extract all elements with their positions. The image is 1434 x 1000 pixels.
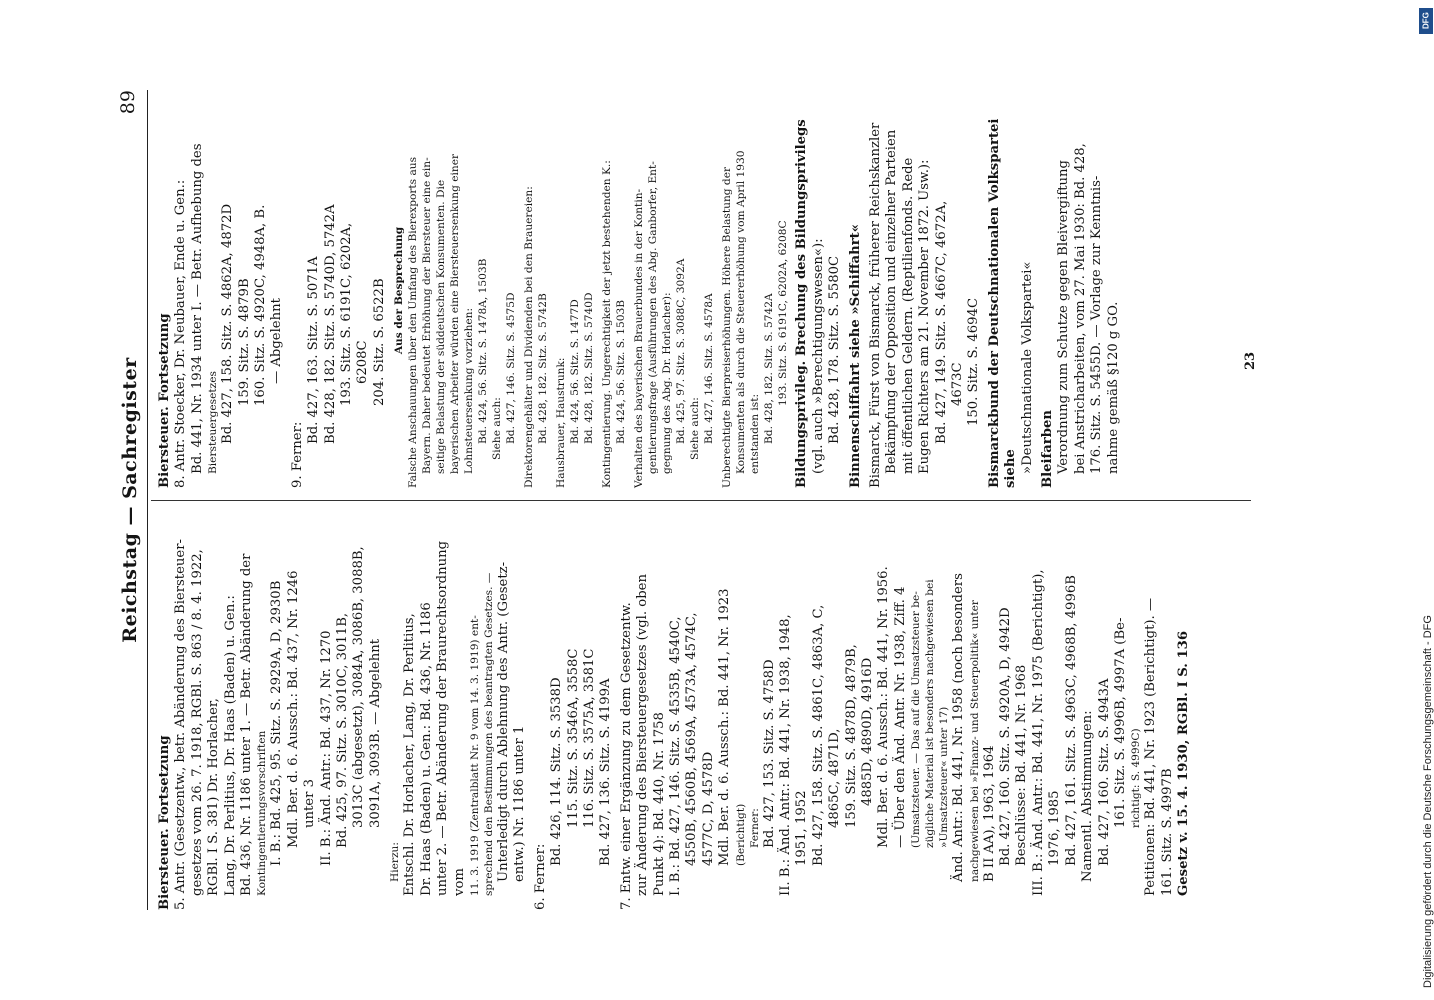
register-line: 4885D, 4890D, 4916D [860,657,876,806]
register-line: Bd. 428, 182. Sitz. S. 5742A [763,293,776,444]
register-line: 6. Ferner: [532,843,548,910]
register-line: 4865C, 4871D, [827,728,843,828]
register-line: (Berichtigt) [734,803,747,866]
register-line: 1951, 1952 [794,790,810,866]
register-line: »Deutschnationale Volkspartei« [1019,261,1035,474]
register-line: Bd. 427, 160. Sitz. S. 4943A [1096,678,1112,866]
register-line: Kontingentierung. Ungerechtigkeit der jetzt bestehenden K.: [601,160,614,488]
register-line: unter 3 [302,779,318,828]
register-line: Bd. 427, 136. Sitz. S. 4199A [598,678,614,866]
register-line: Bd. 426, 114. Sitz. S. 3538D [549,677,565,866]
register-line: Direktorengehälter und Dividenden bei den Brauereien: [523,186,536,488]
register-line: richtigt: S. 4999C) [1130,728,1143,828]
register-line: II. B.: Änd. Antr.: Bd. 437, Nr. 1270 [318,630,334,866]
register-line: 4673C [949,362,965,406]
page-number: 89 [117,90,139,115]
register-line: nachgewiesen bei »Finanz- und Steuerpolitik« unter [968,600,981,882]
register-line: Siehe auch: [689,397,702,460]
right-column [157,93,1122,488]
register-line: Bd. 424, 56. Sitz. S. 1503B [615,299,628,444]
register-line: 7. Entw. einer Ergänzung zu dem Gesetzentw. [618,602,634,910]
register-line: II. B.: Änd. Antr.: Bd. 441, Nr. 1938, 1948, [778,614,793,896]
register-line: III. B.: Änd. Antr.: Bd. 441, Nr. 1975 (Berichtigt), [1030,569,1046,896]
register-line: Konsumenten als durch die Steuererhöhung vom April 1930 [735,150,748,474]
register-line: 204. Sitz. S. 6522B [371,278,387,406]
register-line: bei Anstricharbeiten, vom 27. Mai 1930: Bd. 428, [1072,143,1088,474]
register-line: gesetzes vom 26. 7. 1918, RGBl. S. 863 / 8. 4. 1922, RGBl. I S. 381) Dr. Horlacher, [189,549,222,896]
register-line: Bd. 427, 160. Sitz. S. 4920A, D, 4942D [998,607,1014,866]
register-line: Bd. 425, 97. Sitz. S. 3010C, 3011B, [335,612,351,848]
register-line: Falsche Anschauungen über den Umfang des Bierexports aus [407,156,420,488]
register-line: (vgl. auch »Berechtigungswesen«): [810,238,826,474]
register-line: — Abgelehnt [269,298,285,384]
register-line: gegnung des Abg. Dr. Horlacher): [661,292,674,474]
register-line: seitige Belastung der süddeutschen Konsumenten. Die [435,179,448,474]
register-line: 115. Sitz. S. 3546A, 3558C [565,648,581,828]
register-line: Bd. 427, 149. Sitz. S. 4667C, 4672A, [933,200,949,444]
register-line: nahme gemäß §120 g GO. [1105,301,1121,474]
register-line: Bd. 424, 56. Sitz. S. 1477D [569,299,582,444]
register-line: Bd. 425, 97. Sitz. S. 3088C, 3092A [675,258,688,444]
register-line: 160. Sitz. S. 4920C, 4948A, B. [253,204,269,406]
register-line: Bd. 428, 178. Sitz. S. 5580C [827,255,843,444]
register-line: 3091A, 3093B. — Abgelehnt [367,638,383,828]
register-line: Bismarckbund der Deutschnationalen Volkspartei siehe [986,118,1019,488]
page-title: Reichstag — Sachregister [119,357,141,643]
register-line: (Umsatzsteuer. — Das auf die Umsatzsteuer be- [910,591,923,848]
register-line: 1976, 1985 [1047,790,1063,866]
register-line: Hausbrauer, Haustrunk: [555,357,568,488]
register-line: zügliche Material ist besonders nachgewiesen bei [924,579,937,848]
register-line: sprechend den Bestimmungen des beantragten Gesetzes. — [482,572,495,896]
register-line: Bd. 427, 161. Sitz. S. 4963C, 4968B, 4996B [1063,575,1079,866]
register-line: I. B.: Bd. 425, 95. Sitz. S. 2929A, D, 2930B [269,580,285,866]
register-line: Unberechtigte Bierpreiserhöhungen. Höhere Belastung der [721,166,734,488]
register-line: 193. Sitz. S. 6191C, 6202A, [339,222,355,406]
register-line: »Umsatzsteuer« unter 17) [938,706,951,848]
register-line: Bd. 427, 163. Sitz. S. 5071A [306,256,322,444]
register-line: 4577C, D, 4578D [700,751,716,866]
register-line: Bekämpfung der Opposition und einzelner Parteien [884,129,900,474]
register-line: Eugen Richters am 21. November 1872. Usw.): [917,159,933,474]
register-line: Siehe auch: [491,397,504,460]
register-line: Bd. 427, 158. Sitz. S. 4861C, 4863A, C, [810,604,826,866]
register-line: Bd. 427, 146. Sitz. S. 4578A [703,293,716,444]
register-line: Beschlüsse: Bd. 441, Nr. 1968 [1014,664,1030,866]
funding-credit-text: Digitalisierung gefördert durch die Deutsche Forschungsgemeinschaft - DFG [1422,615,1434,988]
register-line: Lang, Dr. Perlitius, Dr. Haas (Baden) u. Gen.: [222,595,238,896]
register-line: Binnenschiffahrt siehe »Schiffahrt« [847,224,863,488]
register-line: Verhalten des bayerischen Brauerbundes in der Kontin- [633,188,646,488]
register-line: 159. Sitz. S. 4879B [236,278,252,406]
register-line: mit öffentlichen Geldern. (Reptilienfonds. Rede [900,157,916,474]
register-line: Punkt 4): Bd. 440, Nr. 1758 [651,712,667,896]
register-line: 3013C (abgesetzt), 3084A, 3086B, 3088B, [351,546,367,828]
register-line: 5. Antr. (Gesetzentw., betr. Abänderung des Biersteuer- [173,539,189,910]
register-line: B II AA), 1963, 1964 [981,745,997,882]
register-line: 193. Sitz. S. 6191C, 6202A, 6208C [777,220,790,406]
register-line: Bd. 441, Nr. 1934 unter I. — Betr. Aufhebung des [189,143,205,474]
register-line: I. B.: Bd. 427, 146. Sitz. S. 4535B, 4540C, [667,616,683,896]
register-line: Bleifarben [1039,410,1055,488]
register-line: Kontingentierungsvorschriften [256,730,269,896]
register-line: Gesetz v. 15. 4. 1930, RGBl. I S. 136 [1176,630,1192,896]
page-header [117,90,151,910]
register-line: unter 2. — Betr. Abänderung der Braurechtsordnung vom [435,540,467,896]
register-line: Aus der Besprechung [393,226,406,355]
register-line: Entschl. Dr. Horlacher, Lang, Dr. Perlitius, [402,613,418,896]
register-line: Mdl. Ber. d. 6. Aussch.: Bd. 437, Nr. 1246 [285,570,301,848]
register-line: 9. Ferner: [289,421,305,488]
rotated-page-content [117,0,1258,910]
register-line: 161. Sitz. S. 4997B [1159,768,1175,896]
signature-number: 23 [1243,351,1258,370]
register-line: bayerischen Arbeiter würden eine Biersteuersenkung einer [449,153,462,474]
register-line: Bismarck, Fürst von Bismarck, früherer Reichskanzler [867,122,883,488]
register-line: Bd. 428, 182. Sitz. S. 5742B [537,293,550,444]
sidebar-credit [1410,8,1434,992]
register-line: Bd. 427, 158. Sitz. S. 4862A, 4872D [220,203,236,444]
register-line: entstanden ist: [749,393,762,474]
register-line: Bd. 424, 56. Sitz. S. 1478A, 1503B [477,258,490,444]
register-line: Dr. Haas (Baden) u. Gen.: Bd. 436, Nr. 1186 [418,602,434,896]
register-line: 161. Sitz. S. 4996B, 4997A (Be- [1112,617,1128,828]
dfg-logo: DFG [1419,8,1433,34]
register-line: Hierzu: [389,842,402,882]
register-line: Bd. 427, 146. Sitz. S. 4575D [505,292,518,444]
register-line: Biersteuer. Fortsetzung [157,313,172,488]
register-line: Lohnsteuersenkung vorziehen: [463,307,476,474]
register-line: zur Änderung des Biersteuergesetzes (vgl. oben [635,574,651,896]
register-line: Bd. 428, 182. Sitz. S. 5740D, 5742A [322,204,338,444]
register-line: Mdl. Ber. d. 6. Aussch.: Bd. 441, Nr. 1923 [717,588,733,866]
register-line: — Über den Änd. Antr. Nr. 1938, Ziff. 4 [892,586,908,848]
left-column [157,515,1193,910]
register-line: Biersteuer. Fortsetzung [157,735,172,910]
register-line: Bd. 427, 153. Sitz. S. 4758D [761,659,777,848]
register-line: Unterledigt durch Ablehnung des Antr. (Gesetz- [495,561,511,882]
register-line: 8. Antr. Stoecker, Dr. Neubauer, Ende u. Gen.: [173,179,189,488]
register-line: Bd. 428, 182. Sitz. S. 5740D [583,292,596,444]
register-sheet [117,90,1277,910]
register-line: 11. 3. 1919 (Zentralblatt Nr. 9 vom 14. 3. 1919) ent- [468,615,481,896]
register-line: 4550B, 4560B, 4569A, 4573A, 4574C, [684,612,700,866]
register-line: Ferner: [748,808,761,848]
register-line: Mdl. Ber. d. 6. Aussch.: Bd. 441, Nr. 1956. [876,566,892,848]
register-line: Petitionen: Bd. 441, Nr. 1923 (Berichtigt). — [1143,597,1159,896]
register-line: entw.) Nr. 1186 unter 1 [512,725,528,882]
register-line: Biersteuergesetzes [207,371,220,474]
register-line: 176. Sitz. S. 5455D. — Vorlage zur Kenntnis- [1089,175,1105,474]
register-line: 116. Sitz. S. 3575A, 3581C [581,648,597,828]
register-line: Namentl. Abstimmungen: [1080,710,1096,882]
register-line: Bayern. Daher bedeutet Erhöhung der Biersteuer eine ein- [421,157,434,474]
register-line: Änd. Antr.: Bd. 441, Nr. 1958 (noch besonders [951,573,967,882]
register-line: Bildungsprivileg. Brechung des Bildungsprivilegs [794,119,810,488]
register-line: 6208C [355,340,371,384]
register-line: gentierungsfrage (Ausführungen des Abg. Ganborfer, Ent- [647,161,660,474]
register-line: 159. Sitz. S. 4878D, 4879B, [843,644,859,828]
register-line: Bd. 436, Nr. 1186 unter 1. — Betr. Abänderung der [239,553,255,896]
header-rule [147,90,148,910]
register-line: Verordnung zum Schutze gegen Bleivergiftung [1056,160,1072,474]
register-line: 150. Sitz. S. 4694C [966,297,982,426]
column-divider [151,500,1251,501]
